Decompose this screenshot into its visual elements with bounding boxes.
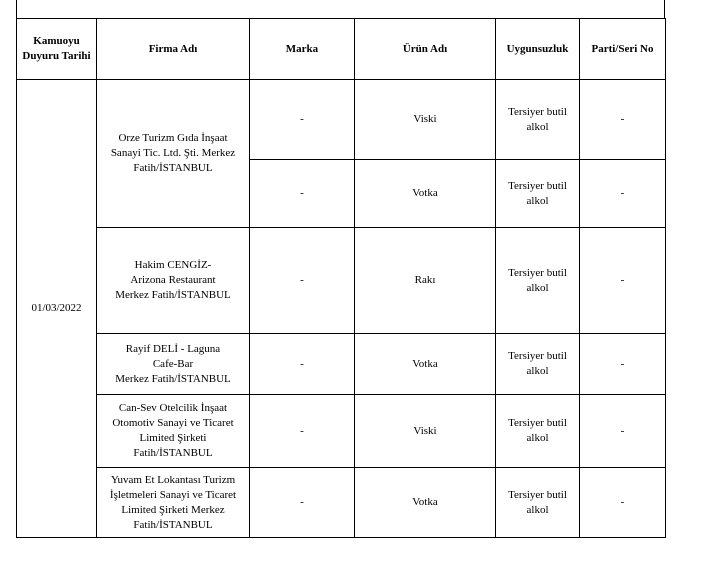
lot-cell: - — [580, 80, 666, 160]
header-brand: Marka — [250, 19, 355, 80]
product-cell: Votka — [355, 334, 496, 395]
lot-cell: - — [580, 468, 666, 538]
firm-name: Yuvam Et Lokantası Turizm İşletmeleri Sanayi ve Ticaret Limited Şirketi Merkez Fatih/İSTANBUL — [97, 468, 250, 538]
nonconformity-cell: Tersiyer butil alkol — [496, 468, 580, 538]
table-row — [17, 334, 666, 395]
header-firm-name: Firma Adı — [97, 19, 250, 80]
header-nonconformity: Uygunsuzluk — [496, 19, 580, 80]
table-row — [17, 80, 666, 160]
firm-name: Rayif DELİ - Laguna Cafe-Bar Merkez Fatih/İSTANBUL — [97, 334, 250, 395]
nonconformity-cell: Tersiyer butil alkol — [496, 80, 580, 160]
brand-cell: - — [250, 228, 355, 334]
firm-name: Orze Turizm Gıda İnşaat Sanayi Tic. Ltd. Şti. Merkez Fatih/İSTANBUL — [97, 80, 250, 228]
nonconformity-cell: Tersiyer butil alkol — [496, 334, 580, 395]
nonconformity-cell: Tersiyer butil alkol — [496, 395, 580, 468]
firm-name: Hakim CENGİZ- Arizona Restaurant Merkez Fatih/İSTANBUL — [97, 228, 250, 334]
product-recall-table — [16, 18, 666, 538]
nonconformity-cell: Tersiyer butil alkol — [496, 228, 580, 334]
brand-cell: - — [250, 80, 355, 160]
header-announcement-date: Kamuoyu Duyuru Tarihi — [17, 19, 97, 80]
announcement-date: 01/03/2022 — [17, 80, 97, 538]
lot-cell: - — [580, 160, 666, 228]
table-row — [17, 395, 666, 468]
brand-cell: - — [250, 468, 355, 538]
lot-cell: - — [580, 334, 666, 395]
product-cell: Viski — [355, 80, 496, 160]
firm-name: Can-Sev Otelcilik İnşaat Otomotiv Sanayi ve Ticaret Limited Şirketi Fatih/İSTANBUL — [97, 395, 250, 468]
product-cell: Votka — [355, 160, 496, 228]
table-row — [17, 468, 666, 538]
brand-cell: - — [250, 395, 355, 468]
brand-cell: - — [250, 160, 355, 228]
nonconformity-cell: Tersiyer butil alkol — [496, 160, 580, 228]
product-cell: Rakı — [355, 228, 496, 334]
product-cell: Viski — [355, 395, 496, 468]
lot-cell: - — [580, 395, 666, 468]
lot-cell: - — [580, 228, 666, 334]
brand-cell: - — [250, 334, 355, 395]
product-cell: Votka — [355, 468, 496, 538]
table-top-border — [16, 0, 665, 18]
table-row — [17, 228, 666, 334]
header-lot-number: Parti/Seri No — [580, 19, 666, 80]
header-row — [17, 19, 666, 80]
header-product-name: Ürün Adı — [355, 19, 496, 80]
